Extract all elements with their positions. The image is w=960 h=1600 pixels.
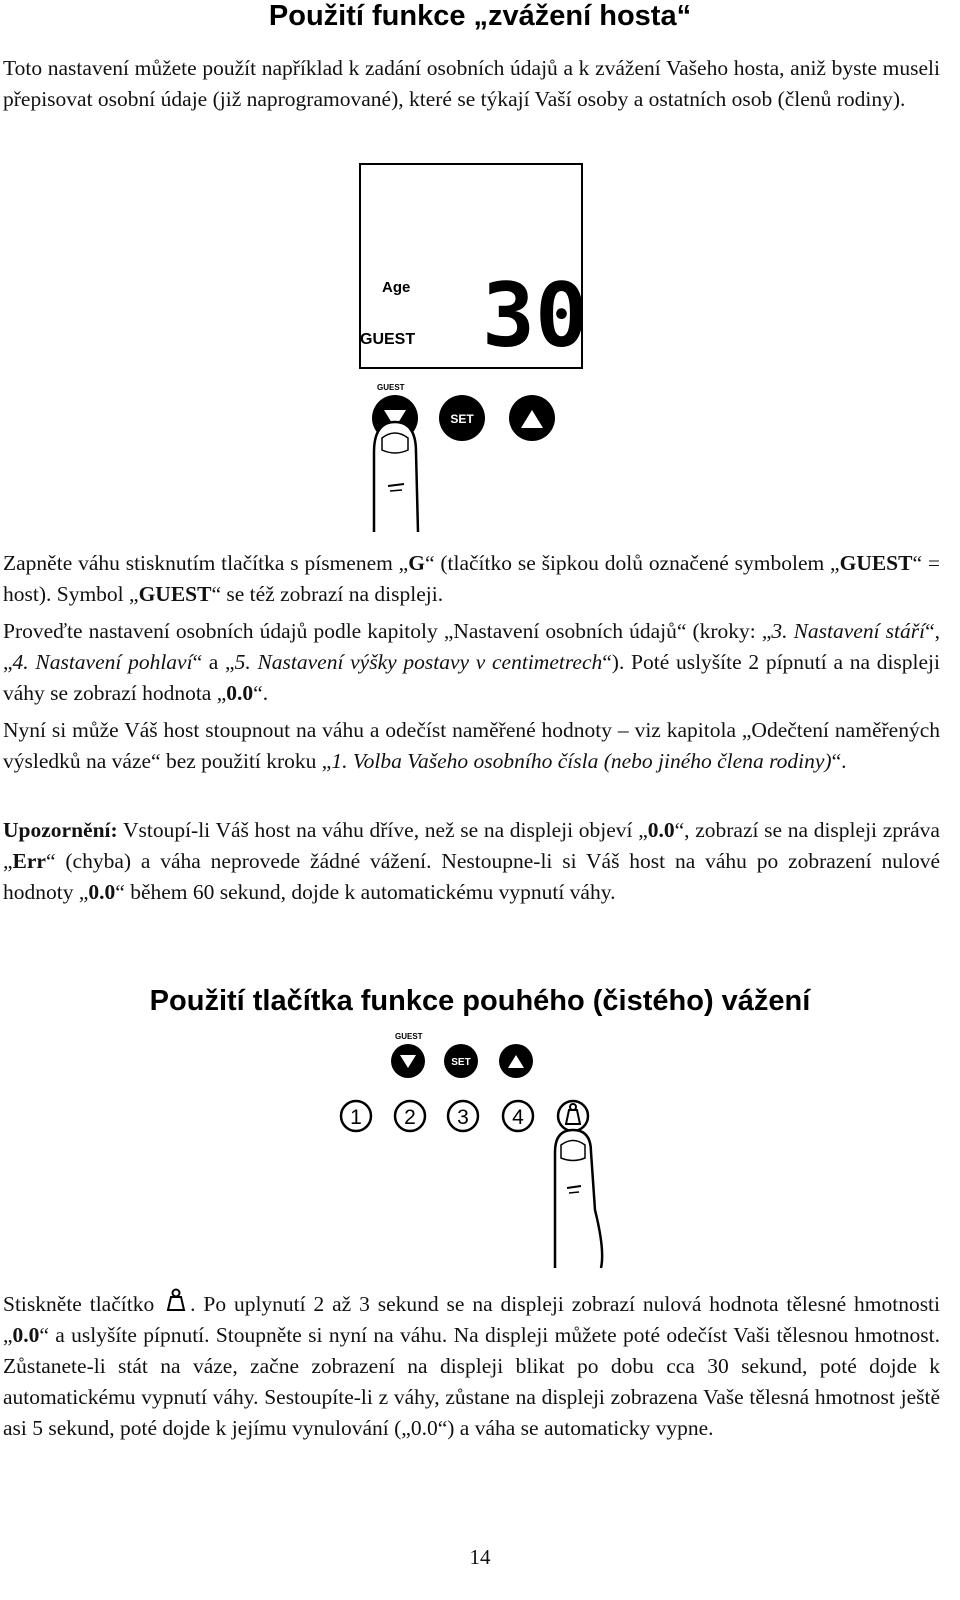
set-button-label: SET: [450, 412, 474, 426]
quick-weigh-figure: [333, 1030, 615, 1270]
number-button-label: 3: [457, 1106, 469, 1129]
fingernail: [382, 433, 408, 453]
display-value: 30: [482, 264, 588, 367]
paragraph-guest-weighing: Nyní si může Váš host stoupnout na váhu a odečíst naměřené hodnoty – viz kapitola „Odečtení naměřených výsledků na váze“ bez použití kroku „1. Volba Vašeho osobního čísla (nebo jiného člena rodiny)“.: [3, 718, 940, 773]
guest-button-label-2: GUEST: [395, 1032, 423, 1041]
intro-paragraph: Toto nastavení můžete použít například k zadání osobních údajů a k zvážení Vašeho hosta, aniž byste museli přepisovat osobní údaje (již naprogramované), které se týkají Vaší osoby a ostatních osob (členů rodiny).: [3, 56, 940, 111]
paragraph-quick-weigh: Stiskněte tlačítko . Po uplynutí 2 až 3 sekund se na displeji zobrazí nulová hodnota tělesné hmotnosti „0.0“ a uslyšíte pípnutí. Stoupněte si nyní na váhu. Na displeji můžete poté odečíst Vaši tělesnou hmotnost. Zůstanete-li stát na váze, začne zobrazení na displeji blikat po dobu cca 30 sekund, poté dojde k automatickému vypnutí váhy. Sestoupíte-li z váhy, zůstane na displeji zobrazena Vaše tělesná hmotnost ještě asi 5 sekund, poté dojde k jejímu vynulování („0.0“) a váha se automaticky vypne.: [3, 1287, 940, 1444]
age-label: Age: [382, 279, 411, 296]
guest-button-label: GUEST: [377, 383, 405, 392]
number-button-label: 1: [350, 1106, 362, 1129]
weigh-button[interactable]: [558, 1101, 588, 1131]
section-title-guest: Použití funkce „zvážení hosta“: [268, 0, 692, 32]
page-number: 14: [469, 1545, 491, 1569]
number-button-label: 4: [512, 1106, 524, 1129]
paragraph-guest-button: Zapněte váhu stisknutím tlačítka s písmenem „G“ (tlačítko se šipkou dolů označené symbolem „GUEST“ = host). Symbol „GUEST“ se též zobrazí na displeji.: [3, 551, 940, 606]
weight-icon: [162, 1287, 190, 1313]
set-button-label-2: SET: [451, 1057, 471, 1068]
fingernail-2: [561, 1141, 585, 1161]
paragraph-personal-settings: Proveďte nastavení osobních údajů podle kapitoly „Nastavení osobních údajů“ (kroky: „3. Nastavení stáří“, „4. Nastavení pohlaví“ a „5. Nastavení výšky postavy v centimetrech“). Poté uslyšíte 2 pípnutí a na displeji váhy se zobrazí hodnota „0.0“.: [3, 619, 940, 705]
guest-display-label: GUEST: [360, 331, 416, 348]
section-title-quick-weigh: Použití tlačítka funkce pouhého (čistého) vážení: [149, 985, 811, 1017]
paragraph-warning: Upozornění: Vstoupí-li Váš host na váhu dříve, než se na displeji objeví „0.0“, zobrazí se na displeji zpráva „Err“ (chyba) a váha neprovede žádné vážení. Nestoupne-li si Váš host na váhu po zobrazení nulové hodnoty „0.0“ během 60 sekund, dojde k automatickému vypnutí váhy.: [3, 818, 940, 904]
guest-display-figure: [352, 160, 592, 535]
number-buttons: [341, 1101, 588, 1131]
number-button-label: 2: [404, 1106, 416, 1129]
